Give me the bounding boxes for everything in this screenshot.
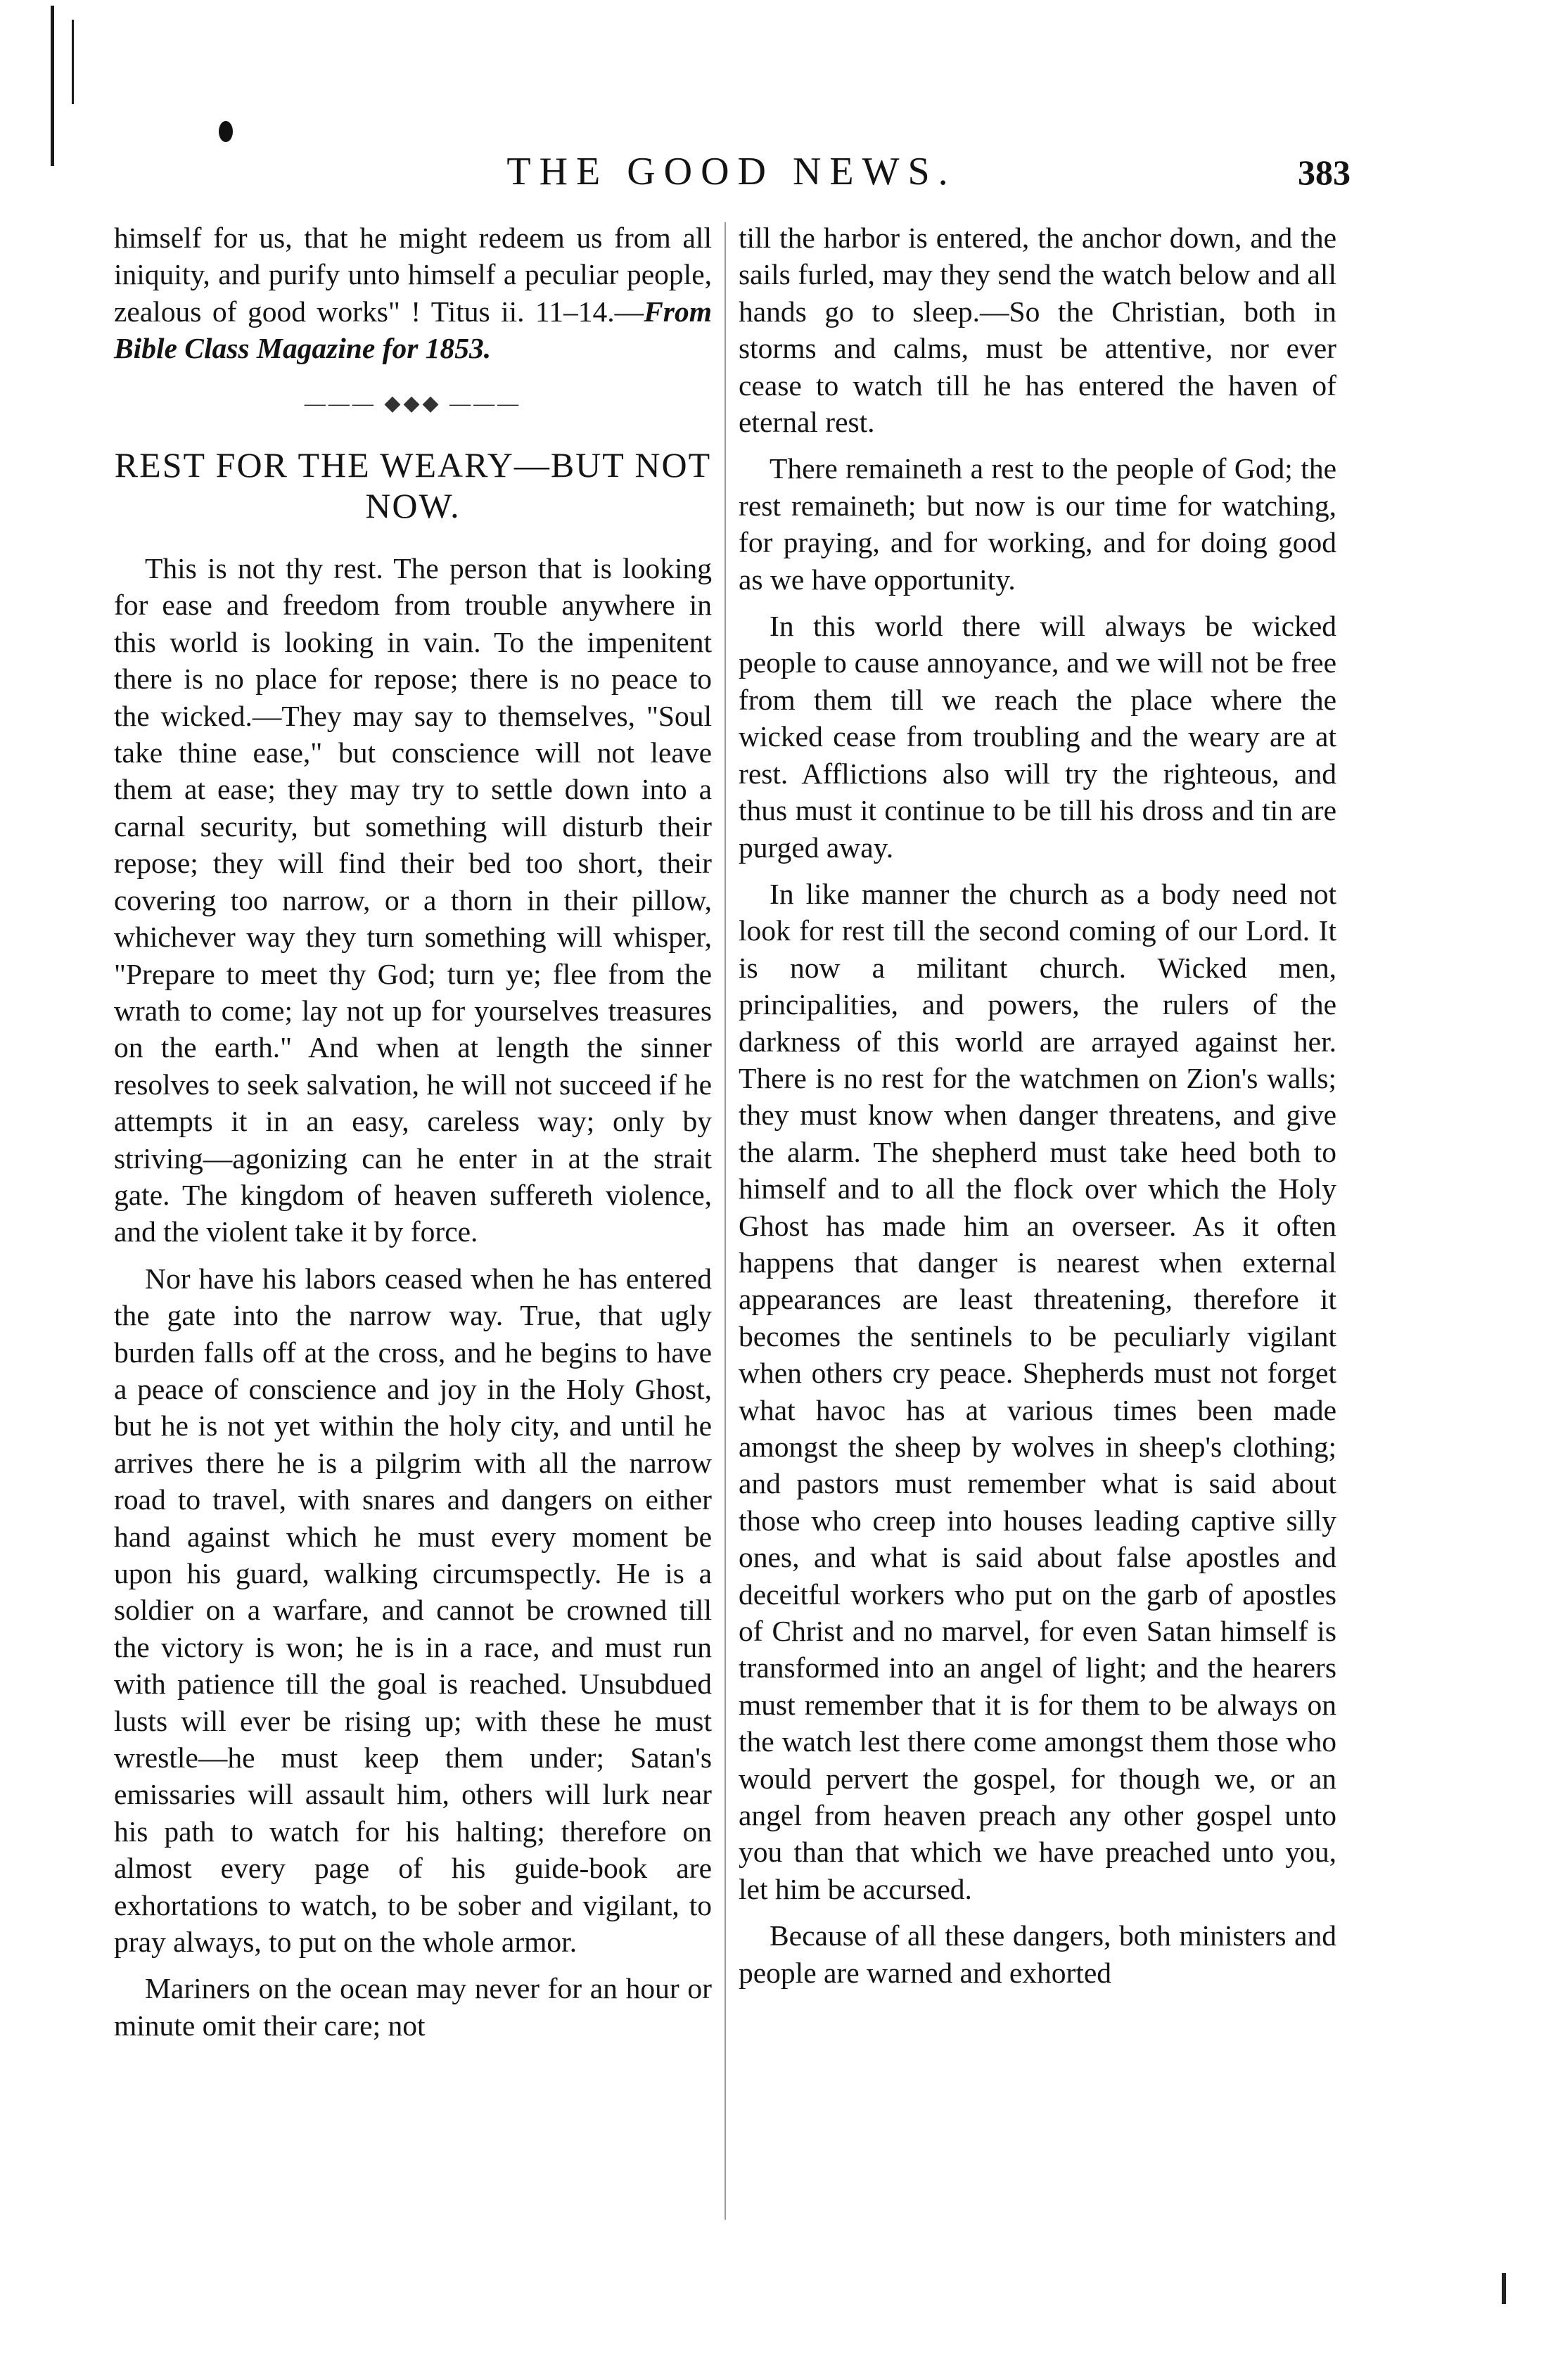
intro-text: himself for us, that he might redeem us from all iniquity, and purify unto himself a peculiar people, zealous of good works" ! Titus ii. 11–14.— [114, 222, 712, 328]
newspaper-title: THE GOOD NEWS. [506, 150, 957, 193]
column-divider [725, 222, 726, 2220]
left-column [114, 219, 712, 2054]
page-number: 383 [1298, 153, 1351, 192]
article-paragraph: Mariners on the ocean may never for an hour or minute omit their care; not [114, 1972, 712, 2042]
margin-rule [51, 6, 54, 166]
margin-rule-thin [72, 20, 74, 104]
ink-blot [219, 121, 233, 142]
article-paragraph: Nor have his labors ceased when he has entered the gate into the narrow way. True, that ugly burden falls off at the cross, and he begins to have a peace of conscience and joy in the Holy Ghost, but he is not yet within the holy city, and until he arrives there he is a pilgrim with all the narrow road to travel, with snares and dangers on either hand against which he must every moment be upon his guard, walking circumspectly. He is a soldier on a warfare, and cannot be crowned till the victory is won; he is in a race, and must run with patience till the goal is reached. Unsubdued lusts will ever be rising up; with these he must wrestle—he must keep them under; Satan's emissaries will assault him, others will lurk near his path to watch for his halting; therefore on almost every page of his guide-book are exhortations to watch, to be sober and vigilant, to pray always, to put on the whole armor. [114, 1262, 712, 1959]
article-paragraph: In this world there will always be wicked people to cause annoyance, and we will not be free from them till we reach the place where the wicked cease from troubling and the weary are at rest. Afflictions also will try the righteous, and thus must it continue to be till his dross and tin are purged away. [739, 610, 1336, 864]
article-paragraph: In like manner the church as a body need not look for rest till the second coming of our Lord. It is now a militant church. Wicked men, principalities, and powers, the rulers of the darkness of this world are arrayed against her. There is no rest for the watchmen on Zion's walls; they must know when danger threatens, and give the alarm. The shepherd must take heed both to himself and to all the flock over which the Holy Ghost has made him an overseer. As it often happens that danger is nearest when external appearances are least threatening, therefore it becomes the sentinels to be peculiarly vigilant when others cry peace. Shepherds must not forget what havoc has at various times been made amongst the sheep by wolves in sheep's clothing; and pastors must remember what is said about those who creep into houses leading captive silly ones, and what is said about false apostles and deceitful workers who put on the garb of apostles of Christ and no marvel, for even Satan himself is transformed into an angel of light; and the hearers must remember that it is for them to be always on the watch lest there come amongst them those who would pervert the gospel, for though we, or an angel from heaven preach any other gospel unto you than that which we have preached unto you, let him be accursed. [739, 877, 1336, 1905]
section-ornament: ——— ◆◆◆ ——— [304, 391, 522, 415]
running-header [113, 149, 1351, 198]
article-paragraph: There remaineth a rest to the people of God; the rest remaineth; but now is our time for watching, for praying, and for working, and for doing good as we have opportunity. [739, 452, 1336, 596]
intro-paragraph [114, 219, 712, 367]
margin-mark [1502, 2273, 1506, 2304]
article-paragraph: This is not thy rest. The person that is looking for ease and freedom from trouble anywhere in this world is looking in vain. To the impenitent there is no place for repose; there is no peace to the wicked.—They may say to themselves, "Soul take thine ease," but conscience will not leave them at ease; they may try to settle down into a carnal security, but something will disturb their repose; they will find their bed too short, their covering too narrow, or a thorn in their pillow, whichever way they turn something will whisper, "Prepare to meet thy God; turn ye; flee from the wrath to come; lay not up for yourselves treasures on the earth." And when at length the sinner resolves to seek salvation, he will not succeed if he attempts it in an easy, careless way; only by striving—agonizing can he enter in at the strait gate. The kingdom of heaven suffereth violence, and the violent take it by force. [114, 552, 712, 1248]
article-paragraph: till the harbor is entered, the anchor down, and the sails furled, may they send the watch below and all hands go to sleep.—So the Christian, both in storms and calms, must be attentive, nor ever cease to watch till he has entered the haven of eternal rest. [739, 222, 1336, 439]
right-column [739, 219, 1336, 2001]
article-title: REST FOR THE WEARY—BUT NOT NOW. [114, 445, 712, 526]
intro-attribution: From Bible Class Magazine for 1853. [114, 295, 712, 365]
article-paragraph: Because of all these dangers, both ministers and people are warned and exhorted [739, 1919, 1336, 1989]
